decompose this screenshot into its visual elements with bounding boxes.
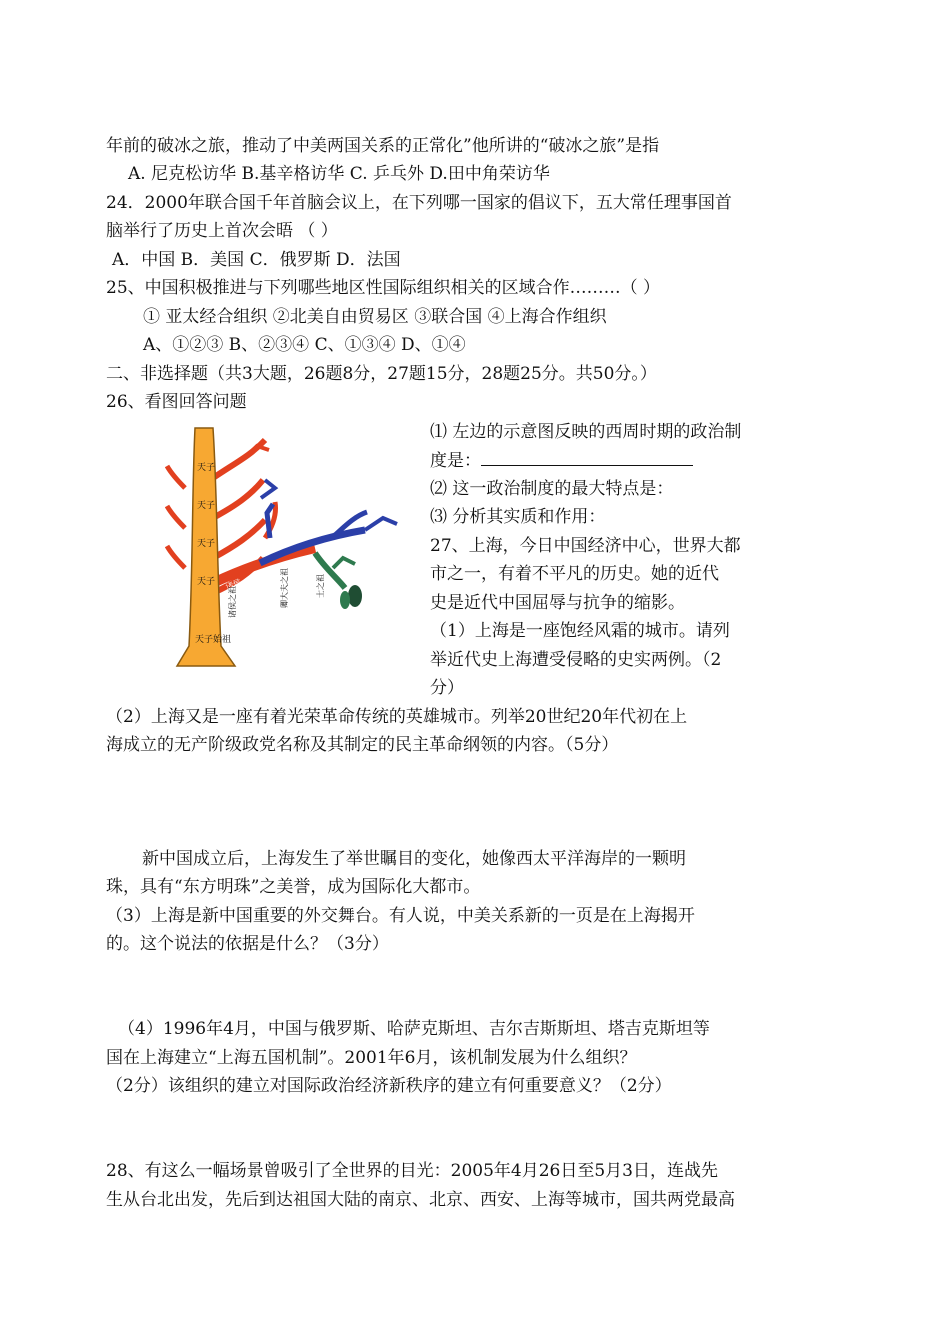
answer-blank[interactable]	[481, 449, 693, 466]
trunk-label-4: 天子	[197, 577, 216, 587]
q27-part2-cont: 海成立的无产阶级政党名称及其制定的民主革命纲领的内容。（5分）	[106, 735, 619, 755]
tree-illustration	[165, 418, 420, 672]
zongfa-tree-diagram	[165, 418, 420, 672]
question-23-options: A. 尼克松访华 B.基辛格访华 C. 乒乓外 D.田中角荣访华	[128, 164, 550, 184]
q27-part4-cont: 国在上海建立“上海五国机制”。2001年6月，该机制发展为什么组织？	[106, 1048, 637, 1068]
question-25-options: A、①②③ B、②③④ C、①③④ D、①④	[143, 335, 466, 355]
section-2-heading: 二、非选择题（共3大题，26题8分，27题15分，28题25分。共50分。）	[106, 364, 657, 384]
trunk-label-5: 天子始祖	[195, 635, 232, 645]
q27-part3-cont: 的。这个说法的依据是什么？（3分）	[106, 934, 389, 954]
q27-part3: （3）上海是新中国重要的外交舞台。有人说，中美关系新的一页是在上海揭开	[106, 906, 695, 926]
question-27-stem: 27、上海，今日中国经济中心，世界大都	[430, 536, 741, 556]
q26-part3: ⑶ 分析其实质和作用：	[430, 507, 606, 527]
question-28-stem-cont: 生从台北出发，先后到达祖国大陆的南京、北京、西安、上海等城市，国共两党最高	[106, 1190, 735, 1210]
q27-part1: （1）上海是一座饱经风霜的城市。请列	[430, 621, 730, 641]
q27-part2: （2）上海又是一座有着光荣革命传统的英雄城市。列举20世纪20年代初在上	[106, 707, 688, 727]
question-25-items: ① 亚太经合组织 ②北美自由贸易区 ③联合国 ④上海合作组织	[143, 307, 607, 327]
q26-part2: ⑵ 这一政治制度的最大特点是：	[430, 479, 674, 499]
question-27-stem-2: 市之一，有着不平凡的历史。她的近代	[430, 564, 719, 584]
q27-part4: （4）1996年4月，中国与俄罗斯、哈萨克斯坦、吉尔吉斯斯坦、塔吉克斯坦等	[118, 1019, 710, 1039]
trunk-label-1: 天子	[197, 463, 216, 473]
question-24-options: A．中国 B．美国 C．俄罗斯 D．法国	[112, 250, 401, 270]
q27-context: 新中国成立后，上海发生了举世瞩目的变化，她像西太平洋海岸的一颗明	[142, 849, 686, 869]
shi-ancestor-label: 士之祖	[316, 574, 325, 598]
q26-answer-label: 度是：	[430, 451, 481, 471]
question-27-stem-3: 史是近代中国屈辱与抗争的缩影。	[430, 593, 685, 613]
zhuhou-ancestor-label: 诸侯之祖	[228, 586, 237, 618]
question-24-stem-cont: 脑举行了历史上首次会晤 （ ）	[106, 221, 338, 241]
question-24-stem: 24．2000年联合国千年首脑会议上，在下列哪一国家的倡议下，五大常任理事国首	[106, 193, 732, 213]
q27-part1-score: 分）	[430, 678, 464, 698]
zhuhou-branches	[167, 440, 315, 593]
q26-part1: ⑴ 左边的示意图反映的西周时期的政治制	[430, 422, 742, 442]
question-23-stem-tail: 年前的破冰之旅，推动了中美两国关系的正常化”他所讲的“破冰之旅”是指	[106, 136, 660, 156]
q26-part1-cont	[430, 449, 693, 472]
qing-branches	[260, 480, 397, 563]
q27-context-cont: 珠，具有“东方明珠”之美誉，成为国际化大都市。	[106, 877, 481, 897]
q27-part4-cont-2: （2分）该组织的建立对国际政治经济新秩序的建立有何重要意义？（2分）	[106, 1076, 672, 1096]
q27-part1-cont: 举近代史上海遭受侵略的史实两例。（2	[430, 650, 722, 670]
trunk-label-2: 天子	[197, 501, 216, 511]
trunk-label-3: 天子	[197, 539, 216, 549]
question-25-stem: 25、中国积极推进与下列哪些地区性国际组织相关的区域合作………（ ）	[106, 278, 661, 298]
qing-ancestor-label: 卿大夫之祖	[280, 568, 289, 608]
zhuhou-label: 诸侯	[224, 577, 243, 592]
question-26-heading: 26、看图回答问题	[106, 392, 247, 412]
question-28-stem: 28、有这么一幅场景曾吸引了全世界的目光：2005年4月26日至5月3日，连战先	[106, 1161, 718, 1181]
